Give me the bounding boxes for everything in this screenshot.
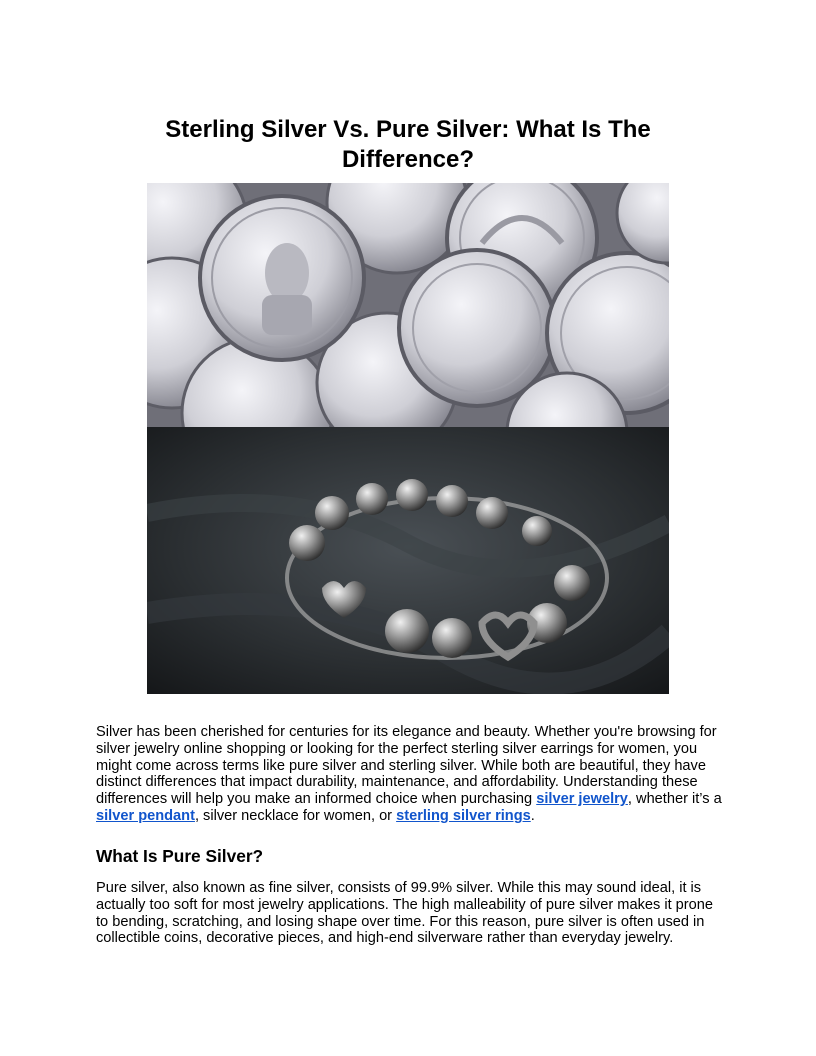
- hero-image: [147, 183, 669, 694]
- silver-bracelet-photo: [147, 427, 669, 694]
- section-body-pure-silver: Pure silver, also known as fine silver, consists of 99.9% silver. While this may sound ideal, it is actually too soft for most jewelry applications. The high malleability of pure silver makes it prone to bending, scratching, and losing shape over time. For this reason, pure silver is often used in collectible coins, decorative pieces, and high-end silverware rather than everyday jewelry.: [96, 880, 714, 947]
- silver-jewelry-link[interactable]: silver jewelry: [536, 791, 628, 808]
- intro-text-4: .: [530, 807, 535, 824]
- silver-pendant-link[interactable]: silver pendant: [96, 807, 195, 824]
- section-heading-pure-silver: What Is Pure Silver?: [96, 846, 264, 866]
- intro-text-1: Silver has been cherished for centuries for its elegance and beauty. Whether you're browsing for silver jewelry online shopping or looking for the perfect sterling silver earrings for women, you might come across terms like pure silver and sterling silver. While both are beautiful, they have distinct differences that impact durability, maintenance, and affordability. Understanding these differences will help you make an informed choice when purchasing: [96, 724, 717, 808]
- intro-text-3: , silver necklace for women, or: [194, 807, 397, 824]
- intro-paragraph: [96, 724, 726, 825]
- silver-coins-and-bracelet-photo: [147, 183, 669, 694]
- document-title: Sterling Silver Vs. Pure Silver: What Is The Difference?: [165, 116, 651, 173]
- sterling-silver-rings-link[interactable]: sterling silver rings: [396, 807, 531, 824]
- intro-text-2: , whether it’s a: [627, 791, 722, 808]
